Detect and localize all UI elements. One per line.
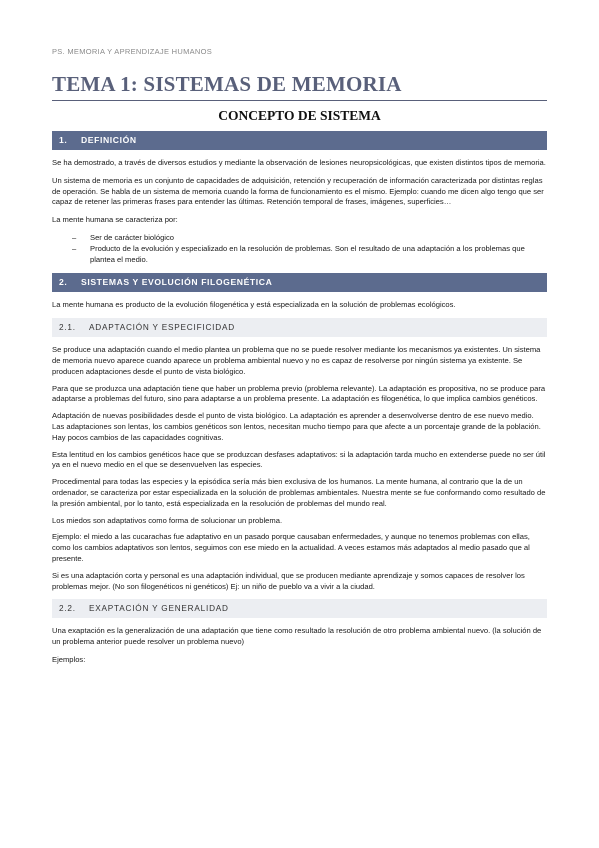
bullet-dash: – [72,243,77,253]
subsection-bar-exaptacion [52,599,547,618]
list-item: – Ser de carácter biológico [72,232,174,242]
paragraph: Se ha demostrado, a través de diversos estudios y mediante la observación de lesiones neuropsicológicas, que existen distintos tipos de memoria. [52,158,546,167]
paragraph: Un sistema de memoria es un conjunto de capacidades de adquisición, retención y recuperación de información caracterizada por distintas reglas de operación. Se habla de un sistema de memoria cuando la forma de funcionamiento es el mismo. Ejemplo: cuando me dicen algo tengo que ser capaz de retener las primeras frases para entender las últimas. Retención temporal de frases, imágenes, superficies… [52,175,544,207]
section-title: DEFINICIÓN [81,135,137,145]
running-header: PS. MEMORIA Y APRENDIZAJE HUMANOS [52,47,213,56]
bullet-list [52,233,547,265]
section-number: 2. [59,277,68,288]
paragraph: La mente humana es producto de la evolución filogenética y está especializada en la solución de problemas ecológicos. [52,300,456,310]
document-body [52,131,547,666]
section-title: SISTEMAS Y EVOLUCIÓN FILOGENÉTICA [81,277,273,288]
bullet-dash: – [72,232,77,242]
section-number: 1. [59,135,68,145]
subsection-title: EXAPTACIÓN Y GENERALIDAD [89,604,229,614]
page-title: TEMA 1: SISTEMAS DE MEMORIA [52,72,547,101]
paragraph: Una exaptación es la generalización de una adaptación que tiene como resultado la resolución de otro problema ambiental nuevo. (la solución de un problema anterior puede resolver un problema nuevo) [52,626,542,647]
paragraph: Ejemplo: el miedo a las cucarachas fue adaptativo en un pasado porque causaban enfermedades, y aunque no tenemos problemas con ellas, como los cambios adaptativos son lentos, seguimos con ese miedo en la actualidad. A veces estamos más adaptados al medio pasado que al presente. [52,532,530,563]
list-item: – Producto de la evolución y especializado en la resolución de problemas. Son el resultado de una adaptación a los problemas que plantea el medio. [72,243,525,264]
paragraph: Se produce una adaptación cuando el medio plantea un problema que no se puede resolver mediante los mecanismos ya existentes. Un sistema de memoria nuevo aparece cuando aparece un problema ambiental nuevo y no es capaz de resolverse por ningún sistema ya existente. Se producen adaptaciones desde el punto de vista biológico. [52,345,541,376]
paragraph: Ejemplos: [52,654,86,664]
paragraph: Si es una adaptación corta y personal es una adaptación individual, que se producen mediante aprendizaje y somos capaces de resolver los problemas mejor. (No son filogenéticos ni genéticos) Ej: un niño de pueblo va a vivir a la ciudad. [52,570,525,591]
paragraph: Esta lentitud en los cambios genéticos hace que se produzcan desfases adaptativos: si la adaptación tarda mucho en extenderse puede no ser útil ya en el nuevo medio en el que se desenvuelven las especies. [52,449,546,470]
paragraph: La mente humana se caracteriza por: [52,215,178,225]
subsection-bar-adaptacion [52,318,547,337]
section-heading-concepto: CONCEPTO DE SISTEMA [218,108,381,123]
subsection-number: 2.1. [59,323,76,333]
subsection-title: ADAPTACIÓN Y ESPECIFICIDAD [89,323,235,333]
paragraph: Para que se produzca una adaptación tiene que haber un problema previo (problema relevante). La adaptación es propositiva, no se produce para adaptarse a problemas del futuro, sino para adaptarse a un problema presente. La adaptación es filogenética, lo que implica cambios genéticos. [52,383,546,404]
paragraph: Los miedos son adaptativos como forma de solucionar un problema. [52,515,283,525]
paragraph: Adaptación de nuevas posibilidades desde el punto de vista biológico. La adaptación es aprender a desenvolverse dentro de ese nuevo medio. Las adaptaciones son lentas, los cambios genéticos son lentos, necesitan mucho tiempo para que afecte a un porcentaje grande de la población. Hay pocos cambios de las capacidades cognitivas. [52,411,541,442]
section-bar-sistemas [52,273,547,292]
section-bar-definicion [52,131,547,150]
subsection-number: 2.2. [59,604,76,614]
paragraph: Procedimental para todas las especies y la episódica sería más bien exclusiva de los humanos. La mente humana, al contrario que la de un ordenador, se caracteriza por estar especializada en la solución de problemas ambientales. Nuestra mente se fue conformando como resultado de la presión ambiental, por lo tanto, está especializada en la resolución de problemas del mundo real. [52,477,546,508]
